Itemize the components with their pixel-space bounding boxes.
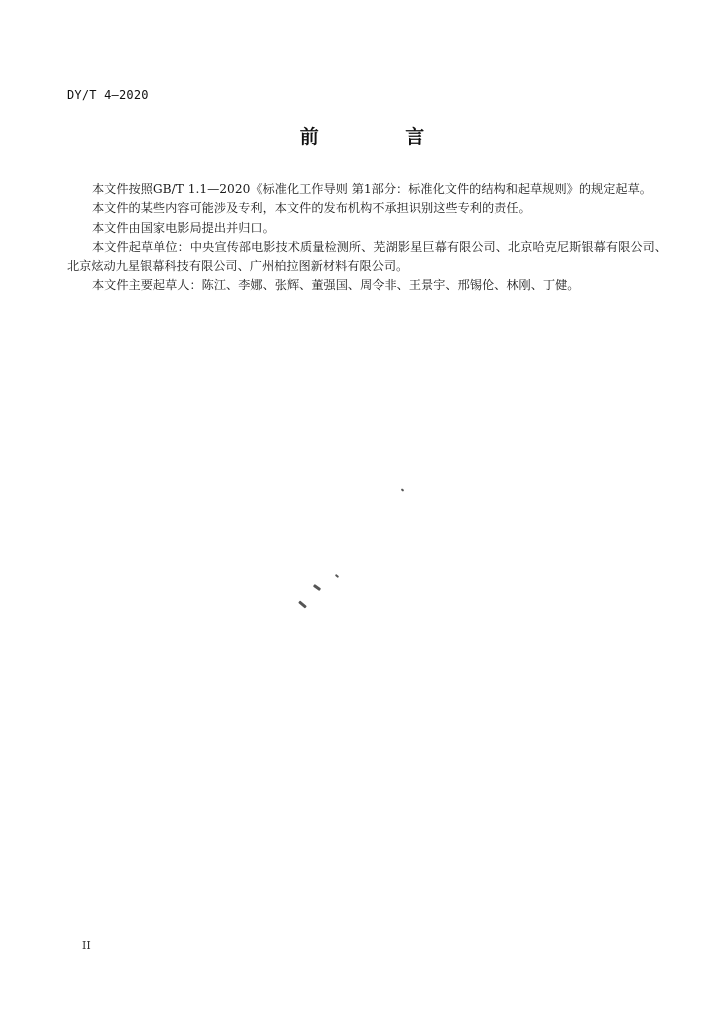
scan-speck	[401, 488, 405, 491]
standard-code: DY/T 4—2020	[67, 88, 149, 102]
page-title: 前 言	[299, 126, 465, 148]
page-number: II	[82, 939, 91, 952]
paragraph-drafting-units: 本文件起草单位：中央宣传部电影技术质量检测所、芜湖影星巨幕有限公司、北京哈克尼斯银幕有限公司、北京炫动九星银幕科技有限公司、广州柏拉图新材料有限公司。	[67, 239, 667, 274]
paragraph-patent-notice: 本文件的某些内容可能涉及专利，本文件的发布机构不承担识别这些专利的责任。	[92, 201, 531, 216]
paragraph-drafting-rules: 本文件按照GB/T 1.1—2020《标准化工作导则 第1部分：标准化文件的结构和起草规则》的规定起草。	[92, 182, 652, 196]
paragraph-proposer: 本文件由国家电影局提出并归口。	[92, 220, 275, 235]
paragraph-drafters: 本文件主要起草人：陈江、李娜、张辉、董强国、周令非、王景宇、邢锡伦、林刚、丁健。	[92, 278, 580, 293]
scan-speck	[335, 574, 339, 578]
scan-speck	[313, 584, 321, 591]
foreword-body	[67, 180, 667, 296]
scan-speck	[298, 600, 307, 608]
